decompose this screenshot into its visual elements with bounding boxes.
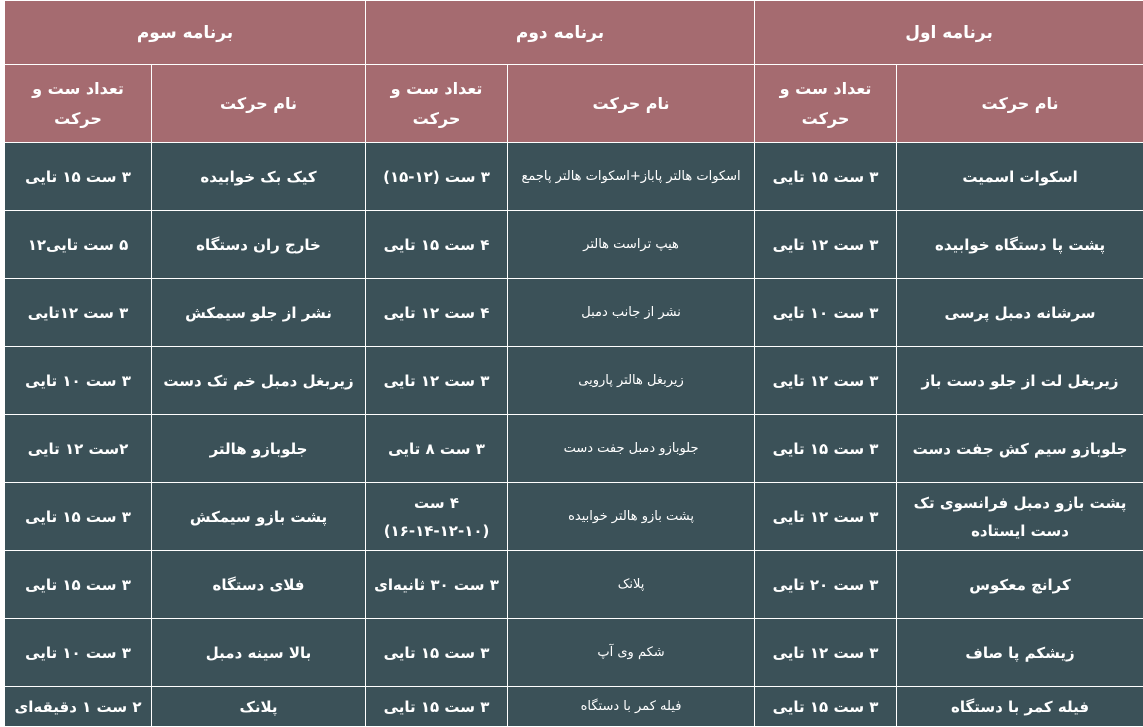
p2-exercise-sets: ۳ ست ۳۰ ثانیه‌ای: [366, 551, 508, 619]
table-row: [5, 551, 1143, 619]
p2-exercise-name: پلانک: [508, 551, 755, 619]
p3-exercise-sets: ۵ ست تایی۱۲: [5, 211, 152, 279]
p3-exercise-sets: ۳ ست ۱۵ تایی: [5, 483, 152, 551]
workout-table: [4, 0, 1143, 727]
p3-name-header: نام حرکت: [152, 65, 366, 143]
program-header-row: [5, 1, 1143, 65]
p1-sets-header: تعداد ست و حرکت: [755, 65, 897, 143]
p3-exercise-sets: ۳ ست ۱۵ تایی: [5, 551, 152, 619]
p1-exercise-name: زیشکم پا صاف: [897, 619, 1143, 687]
p2-exercise-sets: ۳ ست ۱۵ تایی: [366, 687, 508, 727]
p3-exercise-name: کیک بک خوابیده: [152, 143, 366, 211]
p3-exercise-name: بالا سینه دمبل: [152, 619, 366, 687]
p1-exercise-name: فیله کمر با دستگاه: [897, 687, 1143, 727]
column-header-row: [5, 65, 1143, 143]
workout-table-container: [4, 0, 1143, 726]
p2-exercise-sets: ۴ ست ۱۵ تایی: [366, 211, 508, 279]
table-row: [5, 687, 1143, 727]
p1-name-header: نام حرکت: [897, 65, 1143, 143]
p1-exercise-name: جلوبازو سیم کش جفت دست: [897, 415, 1143, 483]
table-row: [5, 483, 1143, 551]
p2-exercise-name: هیپ تراست هالتر: [508, 211, 755, 279]
p2-name-header: نام حرکت: [508, 65, 755, 143]
p1-exercise-name: پشت پا دستگاه خوابیده: [897, 211, 1143, 279]
p3-exercise-name: نشر از جلو سیمکش: [152, 279, 366, 347]
p3-exercise-name: خارج ران دستگاه: [152, 211, 366, 279]
program-3-title: برنامه سوم: [5, 1, 366, 65]
p1-exercise-sets: ۳ ست ۱۲ تایی: [755, 347, 897, 415]
p3-exercise-name: پشت بازو سیمکش: [152, 483, 366, 551]
p3-exercise-name: زیربغل دمبل خم تک دست: [152, 347, 366, 415]
p1-exercise-sets: ۳ ست ۲۰ تایی: [755, 551, 897, 619]
p1-exercise-sets: ۳ ست ۱۵ تایی: [755, 415, 897, 483]
table-row: [5, 415, 1143, 483]
p1-exercise-name: اسکوات اسمیت: [897, 143, 1143, 211]
program-1-title: برنامه اول: [755, 1, 1143, 65]
table-row: [5, 143, 1143, 211]
p1-exercise-sets: ۳ ست ۱۰ تایی: [755, 279, 897, 347]
p2-exercise-name: شکم وی آپ: [508, 619, 755, 687]
program-2-title: برنامه دوم: [366, 1, 755, 65]
p3-exercise-sets: ۲ ست ۱ دقیقه‌ای: [5, 687, 152, 727]
p2-exercise-name: جلوبازو دمبل جفت دست: [508, 415, 755, 483]
p2-exercise-name: زیربغل هالتر پارویی: [508, 347, 755, 415]
p3-exercise-name: فلای دستگاه: [152, 551, 366, 619]
table-row: [5, 619, 1143, 687]
table-row: [5, 279, 1143, 347]
p2-sets-header: تعداد ست و حرکت: [366, 65, 508, 143]
p2-exercise-sets: ۴ ست (۱۰-۱۲-۱۴-۱۶): [366, 483, 508, 551]
p1-exercise-sets: ۳ ست ۱۵ تایی: [755, 687, 897, 727]
p3-exercise-name: پلانک: [152, 687, 366, 727]
p3-exercise-sets: ۲ست ۱۲ تایی: [5, 415, 152, 483]
p1-exercise-name: کرانچ معکوس: [897, 551, 1143, 619]
p2-exercise-sets: ۳ ست (۱۲-۱۵): [366, 143, 508, 211]
p2-exercise-name: اسکوات هالتر پاباز+اسکوات هالتر پاجمع: [508, 143, 755, 211]
p3-exercise-name: جلوبازو هالتر: [152, 415, 366, 483]
p2-exercise-sets: ۳ ست ۸ تایی: [366, 415, 508, 483]
p1-exercise-name: زیربغل لت از جلو دست باز: [897, 347, 1143, 415]
p2-exercise-name: نشر از جانب دمبل: [508, 279, 755, 347]
p3-exercise-sets: ۳ ست ۱۲تایی: [5, 279, 152, 347]
p1-exercise-sets: ۳ ست ۱۲ تایی: [755, 483, 897, 551]
p1-exercise-name: پشت بازو دمبل فرانسوی تک دست ایستاده: [897, 483, 1143, 551]
p2-exercise-sets: ۴ ست ۱۲ تایی: [366, 279, 508, 347]
p1-exercise-sets: ۳ ست ۱۵ تایی: [755, 143, 897, 211]
p1-exercise-name: سرشانه دمبل پرسی: [897, 279, 1143, 347]
p3-exercise-sets: ۳ ست ۱۰ تایی: [5, 619, 152, 687]
p3-exercise-sets: ۳ ست ۱۵ تایی: [5, 143, 152, 211]
p1-exercise-sets: ۳ ست ۱۲ تایی: [755, 211, 897, 279]
p2-exercise-name: پشت بازو هالتر خوابیده: [508, 483, 755, 551]
p3-sets-header: تعداد ست و حرکت: [5, 65, 152, 143]
p2-exercise-sets: ۳ ست ۱۵ تایی: [366, 619, 508, 687]
p3-exercise-sets: ۳ ست ۱۰ تایی: [5, 347, 152, 415]
table-row: [5, 347, 1143, 415]
p1-exercise-sets: ۳ ست ۱۲ تایی: [755, 619, 897, 687]
p2-exercise-name: فیله کمر با دستگاه: [508, 687, 755, 727]
p2-exercise-sets: ۳ ست ۱۲ تایی: [366, 347, 508, 415]
table-row: [5, 211, 1143, 279]
